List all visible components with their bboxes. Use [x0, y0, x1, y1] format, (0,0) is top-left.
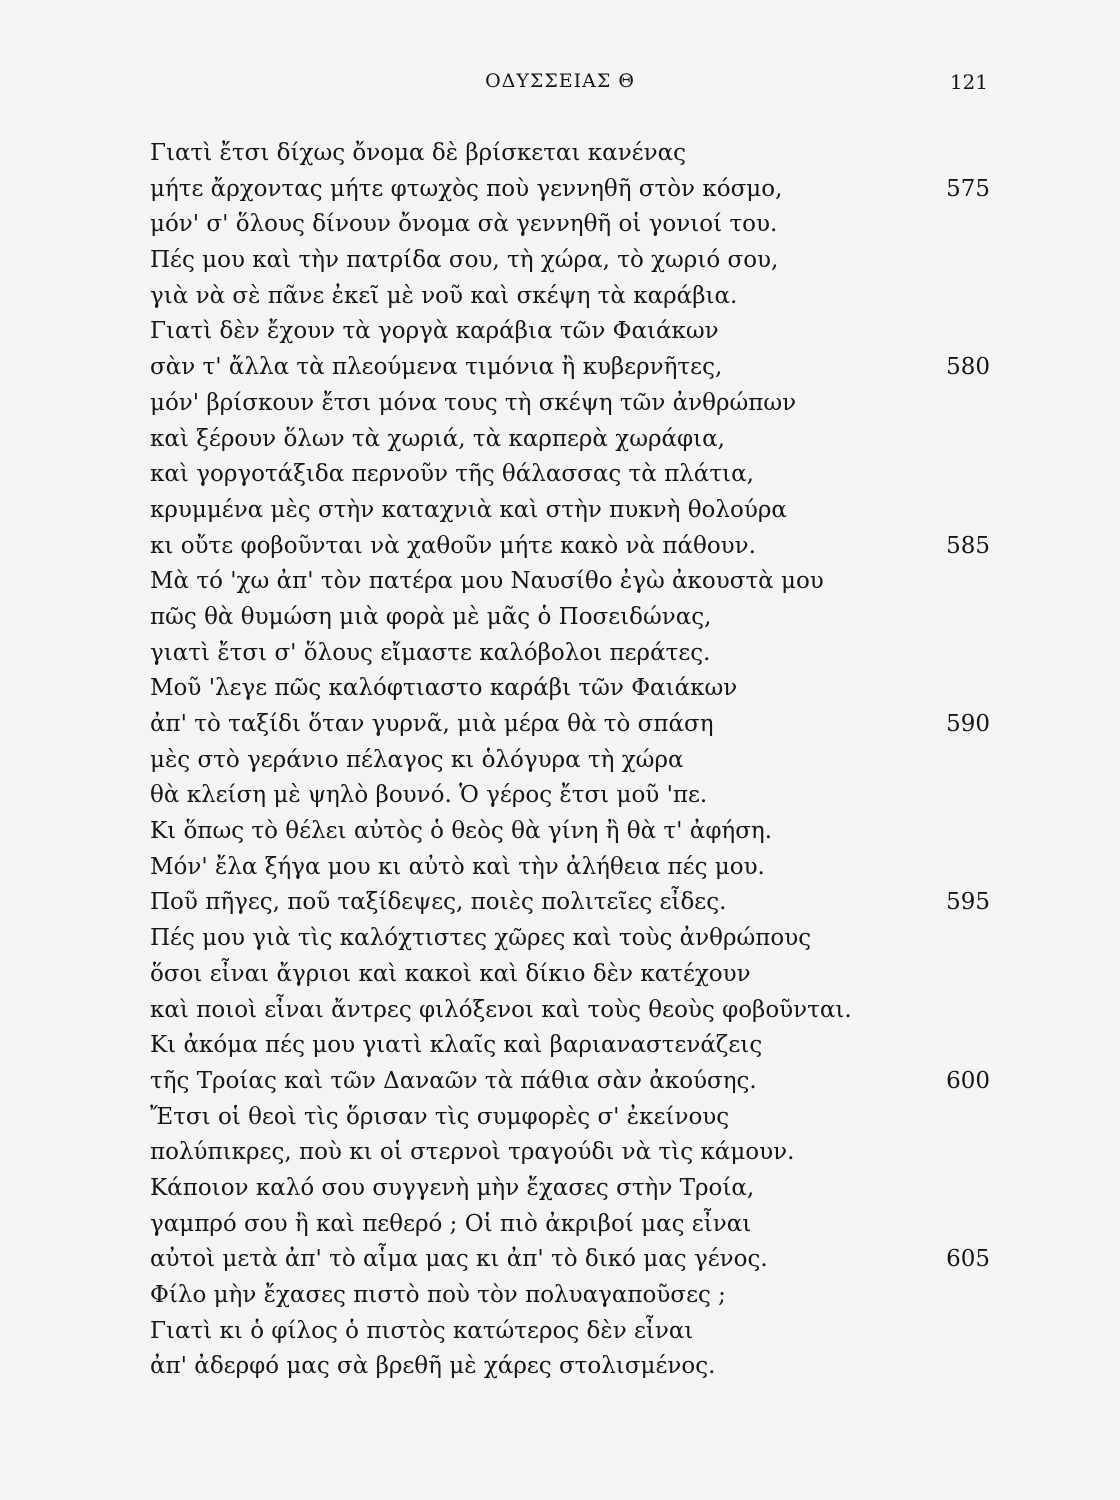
page-number: 121 — [949, 70, 988, 94]
verse-line — [150, 386, 990, 422]
verse-text: μόν' βρίσκουν ἔτσι μόνα τους τὴ σκέψη τῶν ἀνθρώπων — [150, 389, 797, 416]
verse-line — [150, 993, 990, 1029]
verse-line — [150, 671, 990, 707]
verse-text: γιατὶ ἔτσι σ' ὅλους εἴμαστε καλόβολοι περάτες. — [150, 639, 711, 666]
verse-line — [150, 957, 990, 993]
line-number: 575 — [946, 175, 990, 202]
verse-text: καὶ ξέρουν ὅλων τὰ χωριά, τὰ καρπερὰ χωράφια, — [150, 425, 725, 452]
line-number: 595 — [946, 889, 990, 916]
verse-line — [150, 207, 990, 243]
verse-line — [150, 243, 990, 279]
verse-text: Κι ἀκόμα πές μου γιατὶ κλαῖς καὶ βαριαναστενάζεις — [150, 1032, 763, 1059]
verse-text: ἀπ' ἀδερφό μας σὰ βρεθῆ μὲ χάρες στολισμένος. — [150, 1353, 716, 1380]
verse-line — [150, 457, 990, 493]
verse-line — [150, 850, 990, 886]
line-number: 585 — [946, 532, 990, 559]
verse-text: σὰν τ' ἄλλα τὰ πλεούμενα τιμόνια ἢ κυβερνῆτες, — [150, 354, 723, 381]
verse-text: Ποῦ πῆγες, ποῦ ταξίδεψες, ποιὲς πολιτεῖες εἶδες. — [150, 889, 727, 916]
verse-line — [150, 885, 990, 921]
verse-text: κρυμμένα μὲς στὴν καταχνιὰ καὶ στὴν πυκνὴ θολούρα — [150, 496, 787, 523]
verse-line — [150, 1100, 990, 1136]
verse-text: γιὰ νὰ σὲ πᾶνε ἐκεῖ μὲ νοῦ καὶ σκέψη τὰ καράβια. — [150, 282, 738, 309]
verse-text: Μοῦ 'λεγε πῶς καλόφτιαστο καράβι τῶν Φαιάκων — [150, 675, 738, 702]
verse-text: καὶ γοργοτάξιδα περνοῦν τῆς θάλασσας τὰ πλάτια, — [150, 461, 754, 488]
verse-line — [150, 1207, 990, 1243]
verse-text: Μόν' ἔλα ξήγα μου κι αὐτὸ καὶ τὴν ἀλήθεια πές μου. — [150, 853, 765, 880]
verse-line — [150, 1028, 990, 1064]
line-number: 580 — [946, 354, 990, 381]
verse-line — [150, 1135, 990, 1171]
verse-text: Πές μου γιὰ τὶς καλόχτιστες χῶρες καὶ τοὺς ἀνθρώπους — [150, 925, 812, 952]
verse-text: μὲς στὸ γεράνιο πέλαγος κι ὁλόγυρα τὴ χώρα — [150, 746, 684, 773]
verse-line — [150, 778, 990, 814]
poem-text — [150, 136, 990, 1385]
verse-text: Κάποιον καλό σου συγγενὴ μὴν ἔχασες στὴν Τροία, — [150, 1174, 755, 1201]
verse-text: μήτε ἄρχοντας μήτε φτωχὸς ποὺ γεννηθῆ στὸν κόσμο, — [150, 175, 783, 202]
running-title: ΟΔΥΣΣΕΙΑΣ Θ — [485, 70, 635, 92]
verse-line — [150, 314, 990, 350]
verse-line — [150, 1064, 990, 1100]
verse-text: καὶ ποιοὶ εἶναι ἄντρες φιλόξενοι καὶ τοὺς θεοὺς φοβοῦνται. — [150, 996, 852, 1023]
line-number: 600 — [946, 1067, 990, 1094]
verse-text: πῶς θὰ θυμώση μιὰ φορὰ μὲ μᾶς ὁ Ποσειδώνας, — [150, 603, 712, 630]
verse-line — [150, 743, 990, 779]
verse-line — [150, 1349, 990, 1385]
verse-line — [150, 493, 990, 529]
verse-text: Πές μου καὶ τὴν πατρίδα σου, τὴ χώρα, τὸ χωριό σου, — [150, 247, 779, 274]
verse-text: θὰ κλείση μὲ ψηλὸ βουνό. Ὁ γέρος ἔτσι μοῦ 'πε. — [150, 782, 708, 809]
verse-text: αὐτοὶ μετὰ ἀπ' τὸ αἷμα μας κι ἀπ' τὸ δικό μας γένος. — [150, 1246, 768, 1273]
verse-text: Γιατὶ ἔτσι δίχως ὄνομα δὲ βρίσκεται κανένας — [150, 140, 686, 166]
verse-line — [150, 921, 990, 957]
verse-line — [150, 1314, 990, 1350]
verse-line — [150, 422, 990, 458]
verse-line — [150, 600, 990, 636]
verse-text: Γιατὶ δὲν ἔχουν τὰ γοργὰ καράβια τῶν Φαιάκων — [150, 318, 719, 345]
verse-text: πολύπικρες, ποὺ κι οἱ στερνοὶ τραγούδι νὰ τὶς κάμουν. — [150, 1139, 795, 1166]
verse-text: ἀπ' τὸ ταξίδι ὅταν γυρνᾶ, μιὰ μέρα θὰ τὸ σπάση — [150, 711, 714, 737]
verse-line — [150, 279, 990, 315]
verse-text: τῆς Τροίας καὶ τῶν Δαναῶν τὰ πάθια σὰν ἀκούσης. — [150, 1067, 757, 1094]
verse-line — [150, 350, 990, 386]
page-header — [0, 70, 1120, 110]
verse-text: Γιατὶ κι ὁ φίλος ὁ πιστὸς κατώτερος δὲν εἶναι — [150, 1317, 694, 1344]
verse-line — [150, 814, 990, 850]
verse-line — [150, 172, 990, 208]
verse-line — [150, 136, 990, 172]
verse-text: Ἔτσι οἱ θεοὶ τὶς ὅρισαν τὶς συμφορὲς σ' ἐκείνους — [150, 1103, 730, 1130]
verse-text: Μὰ τό 'χω ἀπ' τὸν πατέρα μου Ναυσίθο ἐγὼ ἀκουστὰ μου — [150, 568, 824, 595]
verse-text: γαμπρό σου ἢ καὶ πεθερό ; Οἱ πιὸ ἀκριβοί μας εἶναι — [150, 1210, 752, 1237]
line-number: 590 — [946, 711, 990, 737]
verse-text: Κι ὅπως τὸ θέλει αὐτὸς ὁ θεὸς θὰ γίνη ἢ θὰ τ' ἀφήση. — [150, 818, 772, 845]
verse-line — [150, 1242, 990, 1278]
verse-line — [150, 1171, 990, 1207]
verse-line — [150, 564, 990, 600]
verse-line — [150, 707, 990, 743]
verse-text: μόν' σ' ὅλους δίνουν ὄνομα σὰ γεννηθῆ οἱ γονιοί του. — [150, 211, 778, 238]
verse-line — [150, 529, 990, 565]
verse-text: κι οὔτε φοβοῦνται νὰ χαθοῦν μήτε κακὸ νὰ πάθουν. — [150, 532, 756, 559]
verse-line — [150, 1278, 990, 1314]
verse-text: Φίλο μὴν ἔχασες πιστὸ ποὺ τὸν πολυαγαποῦσες ; — [150, 1282, 726, 1308]
line-number: 605 — [946, 1246, 990, 1273]
verse-line — [150, 636, 990, 672]
verse-text: ὅσοι εἶναι ἄγριοι καὶ κακοὶ καὶ δίκιο δὲν κατέχουν — [150, 960, 751, 987]
